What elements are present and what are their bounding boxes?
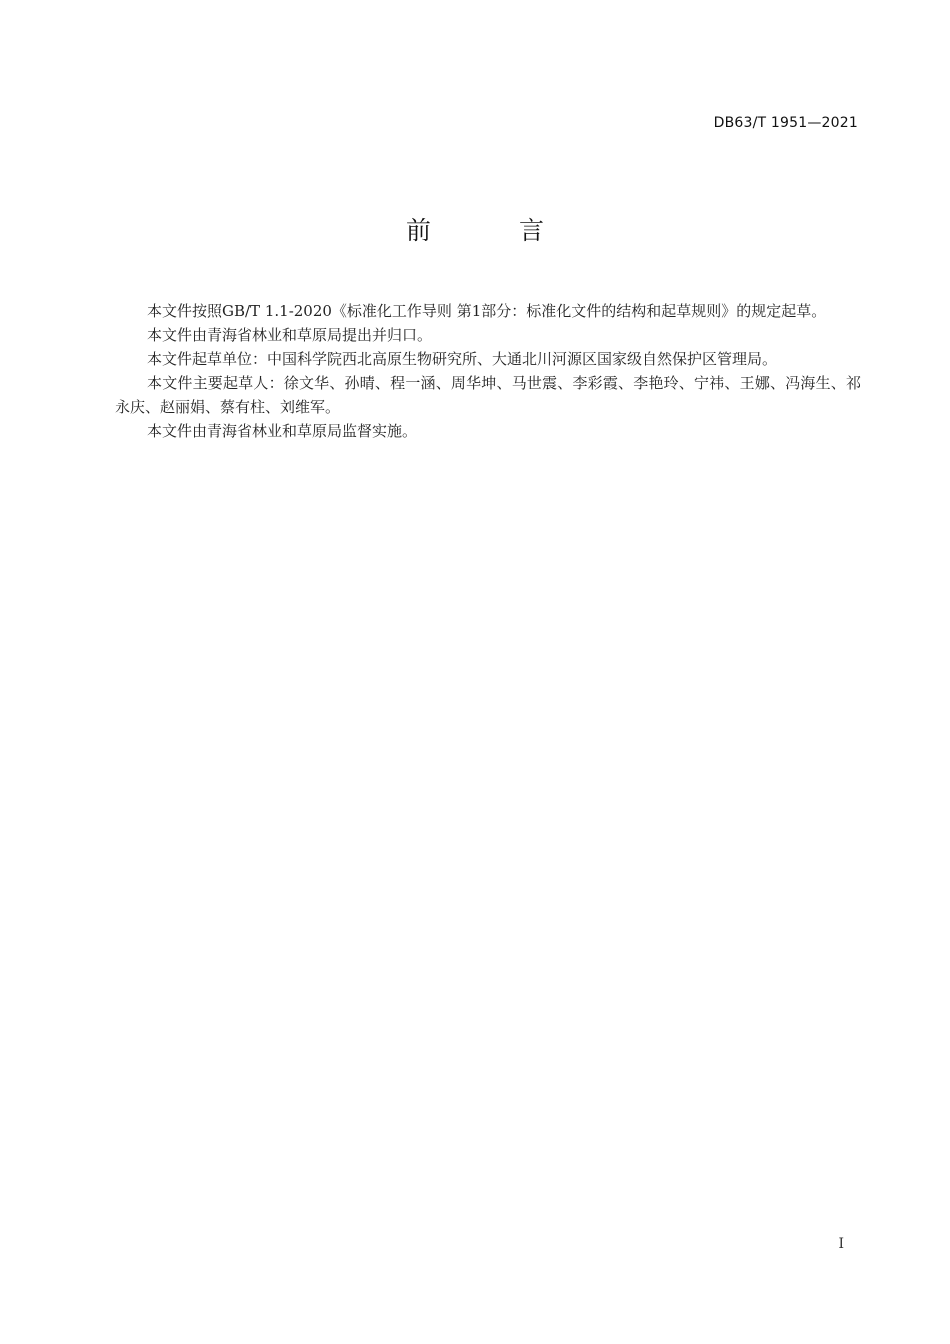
paragraph-drafting-rules: 本文件按照GB/T 1.1-2020《标准化工作导则 第1部分：标准化文件的结构和起草规则》的规定起草。 [147,302,827,320]
paragraph-drafters: 本文件主要起草人：徐文华、孙晴、程一涵、周华坤、马世震、李彩霞、李艳玲、宁祎、王娜、冯海生、祁永庆、赵丽娟、蔡有柱、刘维军。 [115,374,861,416]
foreword-body [115,299,861,443]
document-code: DB63/T 1951—2021 [713,115,858,131]
paragraph-drafting-units: 本文件起草单位：中国科学院西北高原生物研究所、大通北川河源区国家级自然保护区管理局。 [147,350,778,368]
page-number: I [838,1236,844,1252]
page-title: 前 言 [406,216,584,245]
paragraph-supervision: 本文件由青海省林业和草原局监督实施。 [147,422,418,440]
paragraph-proposer: 本文件由青海省林业和草原局提出并归口。 [147,326,433,344]
